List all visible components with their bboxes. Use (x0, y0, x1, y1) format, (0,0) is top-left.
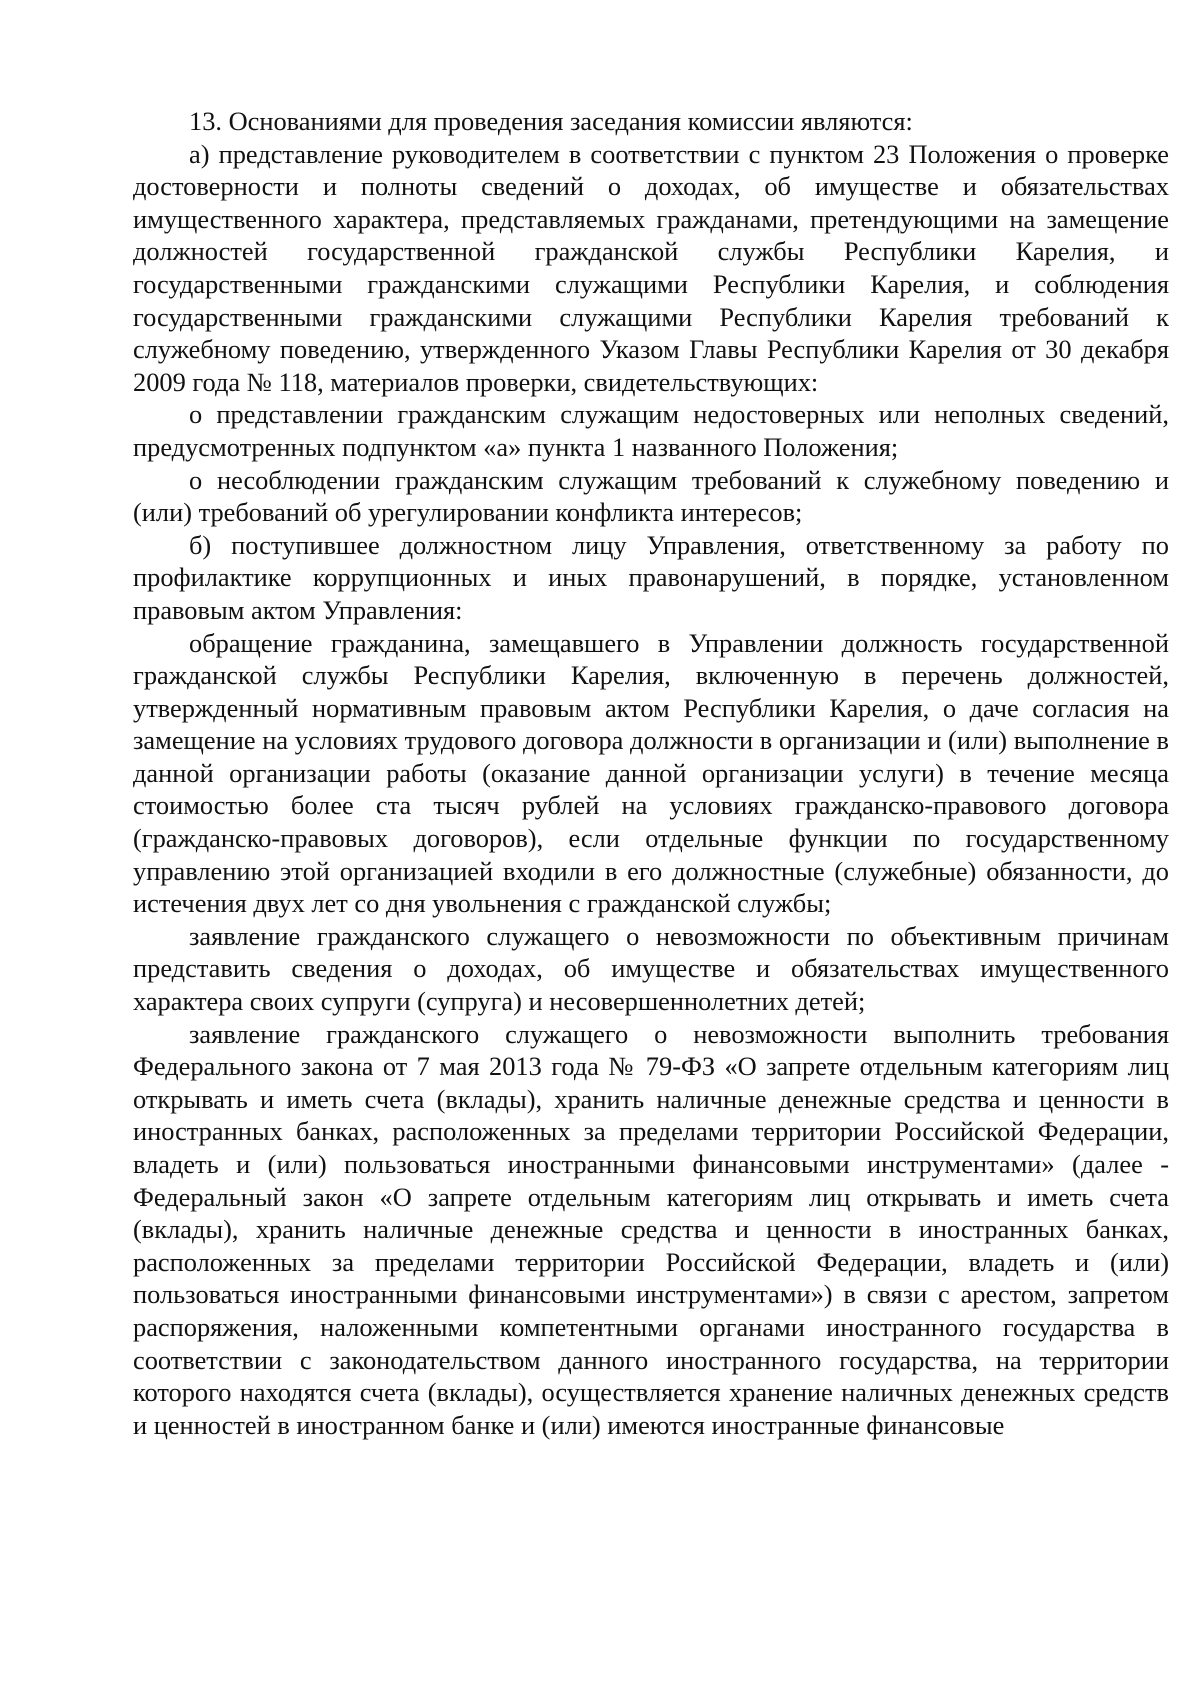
paragraph-item-a: а) представление руководителем в соответствии с пунктом 23 Положения о проверке достоверности и полноты сведений о доходах, об имуществе и обязательствах имущественного характера, представляемых гражданами, претендующими на замещение должностей государственной гражданской службы Республики Карелия, и государственными гражданскими служащими Республики Карелия, и соблюдения государственными гражданскими служащими Республики Карелия требований к служебному поведению, утвержденного Указом Главы Республики Карелия от 30 декабря 2009 года № 118, материалов проверки, свидетельствующих: (133, 138, 1169, 397)
paragraph-section-13-heading: 13. Основаниями для проведения заседания комиссии являются: (189, 106, 913, 136)
paragraph-citizen-appeal: обращение гражданина, замещавшего в Управлении должность государственной гражданской службы Республики Карелия, включенную в перечень должностей, утвержденный нормативным правовым актом Республики Карелия, о даче согласия на замещение на условиях трудового договора должности в организации и (или) выполнение в данной организации работы (оказание данной организации услуги) в течение месяца стоимостью более ста тысяч рублей на условиях гражданско-правового договора (гражданско-правовых договоров), если отдельные функции по государственному управлению этой организацией входили в его должностные (служебные) обязанности, до истечения двух лет со дня увольнения с гражданской службы; (133, 627, 1169, 919)
paragraph-federal-law-requirements: заявление гражданского служащего о невозможности выполнить требования Федерального закона от 7 мая 2013 года № 79-ФЗ «О запрете отдельным категориям лиц открывать и иметь счета (вклады), хранить наличные денежные средства и ценности в иностранных банках, расположенных за пределами территории Российской Федерации, владеть и (или) пользоваться иностранными финансовыми инструментами» (далее - Федеральный закон «О запрете отдельным категориям лиц открывать и иметь счета (вклады), хранить наличные денежные средства и ценности в иностранных банках, расположенных за пределами территории Российской Федерации, владеть и (или) пользоваться иностранными финансовыми инструментами») в связи с арестом, запретом распоряжения, наложенными компетентными органами иностранного государства в соответствии с законодательством данного иностранного государства, на территории которого находятся счета (вклады), осуществляется хранение наличных денежных средств и ценностей в иностранном банке и (или) имеются иностранные финансовые (133, 1018, 1169, 1440)
paragraph-income-statement-impossibility: заявление гражданского служащего о невозможности по объективным причинам представить сведения о доходах, об имуществе и обязательствах имущественного характера своих супруги (супруга) и несовершеннолетних детей; (133, 920, 1169, 1017)
paragraph-conduct-violation: о несоблюдении гражданским служащим требований к служебному поведению и (или) требований об урегулировании конфликта интересов; (133, 464, 1169, 528)
paragraph-false-information: о представлении гражданским служащим недостоверных или неполных сведений, предусмотренных подпунктом «а» пункта 1 названного Положения; (133, 399, 1169, 462)
document-body (133, 105, 1169, 1441)
paragraph-item-b: б) поступившее должностном лицу Управления, ответственному за работу по профилактике коррупционных и иных правонарушений, в порядке, установленном правовым актом Управления: (133, 529, 1169, 625)
